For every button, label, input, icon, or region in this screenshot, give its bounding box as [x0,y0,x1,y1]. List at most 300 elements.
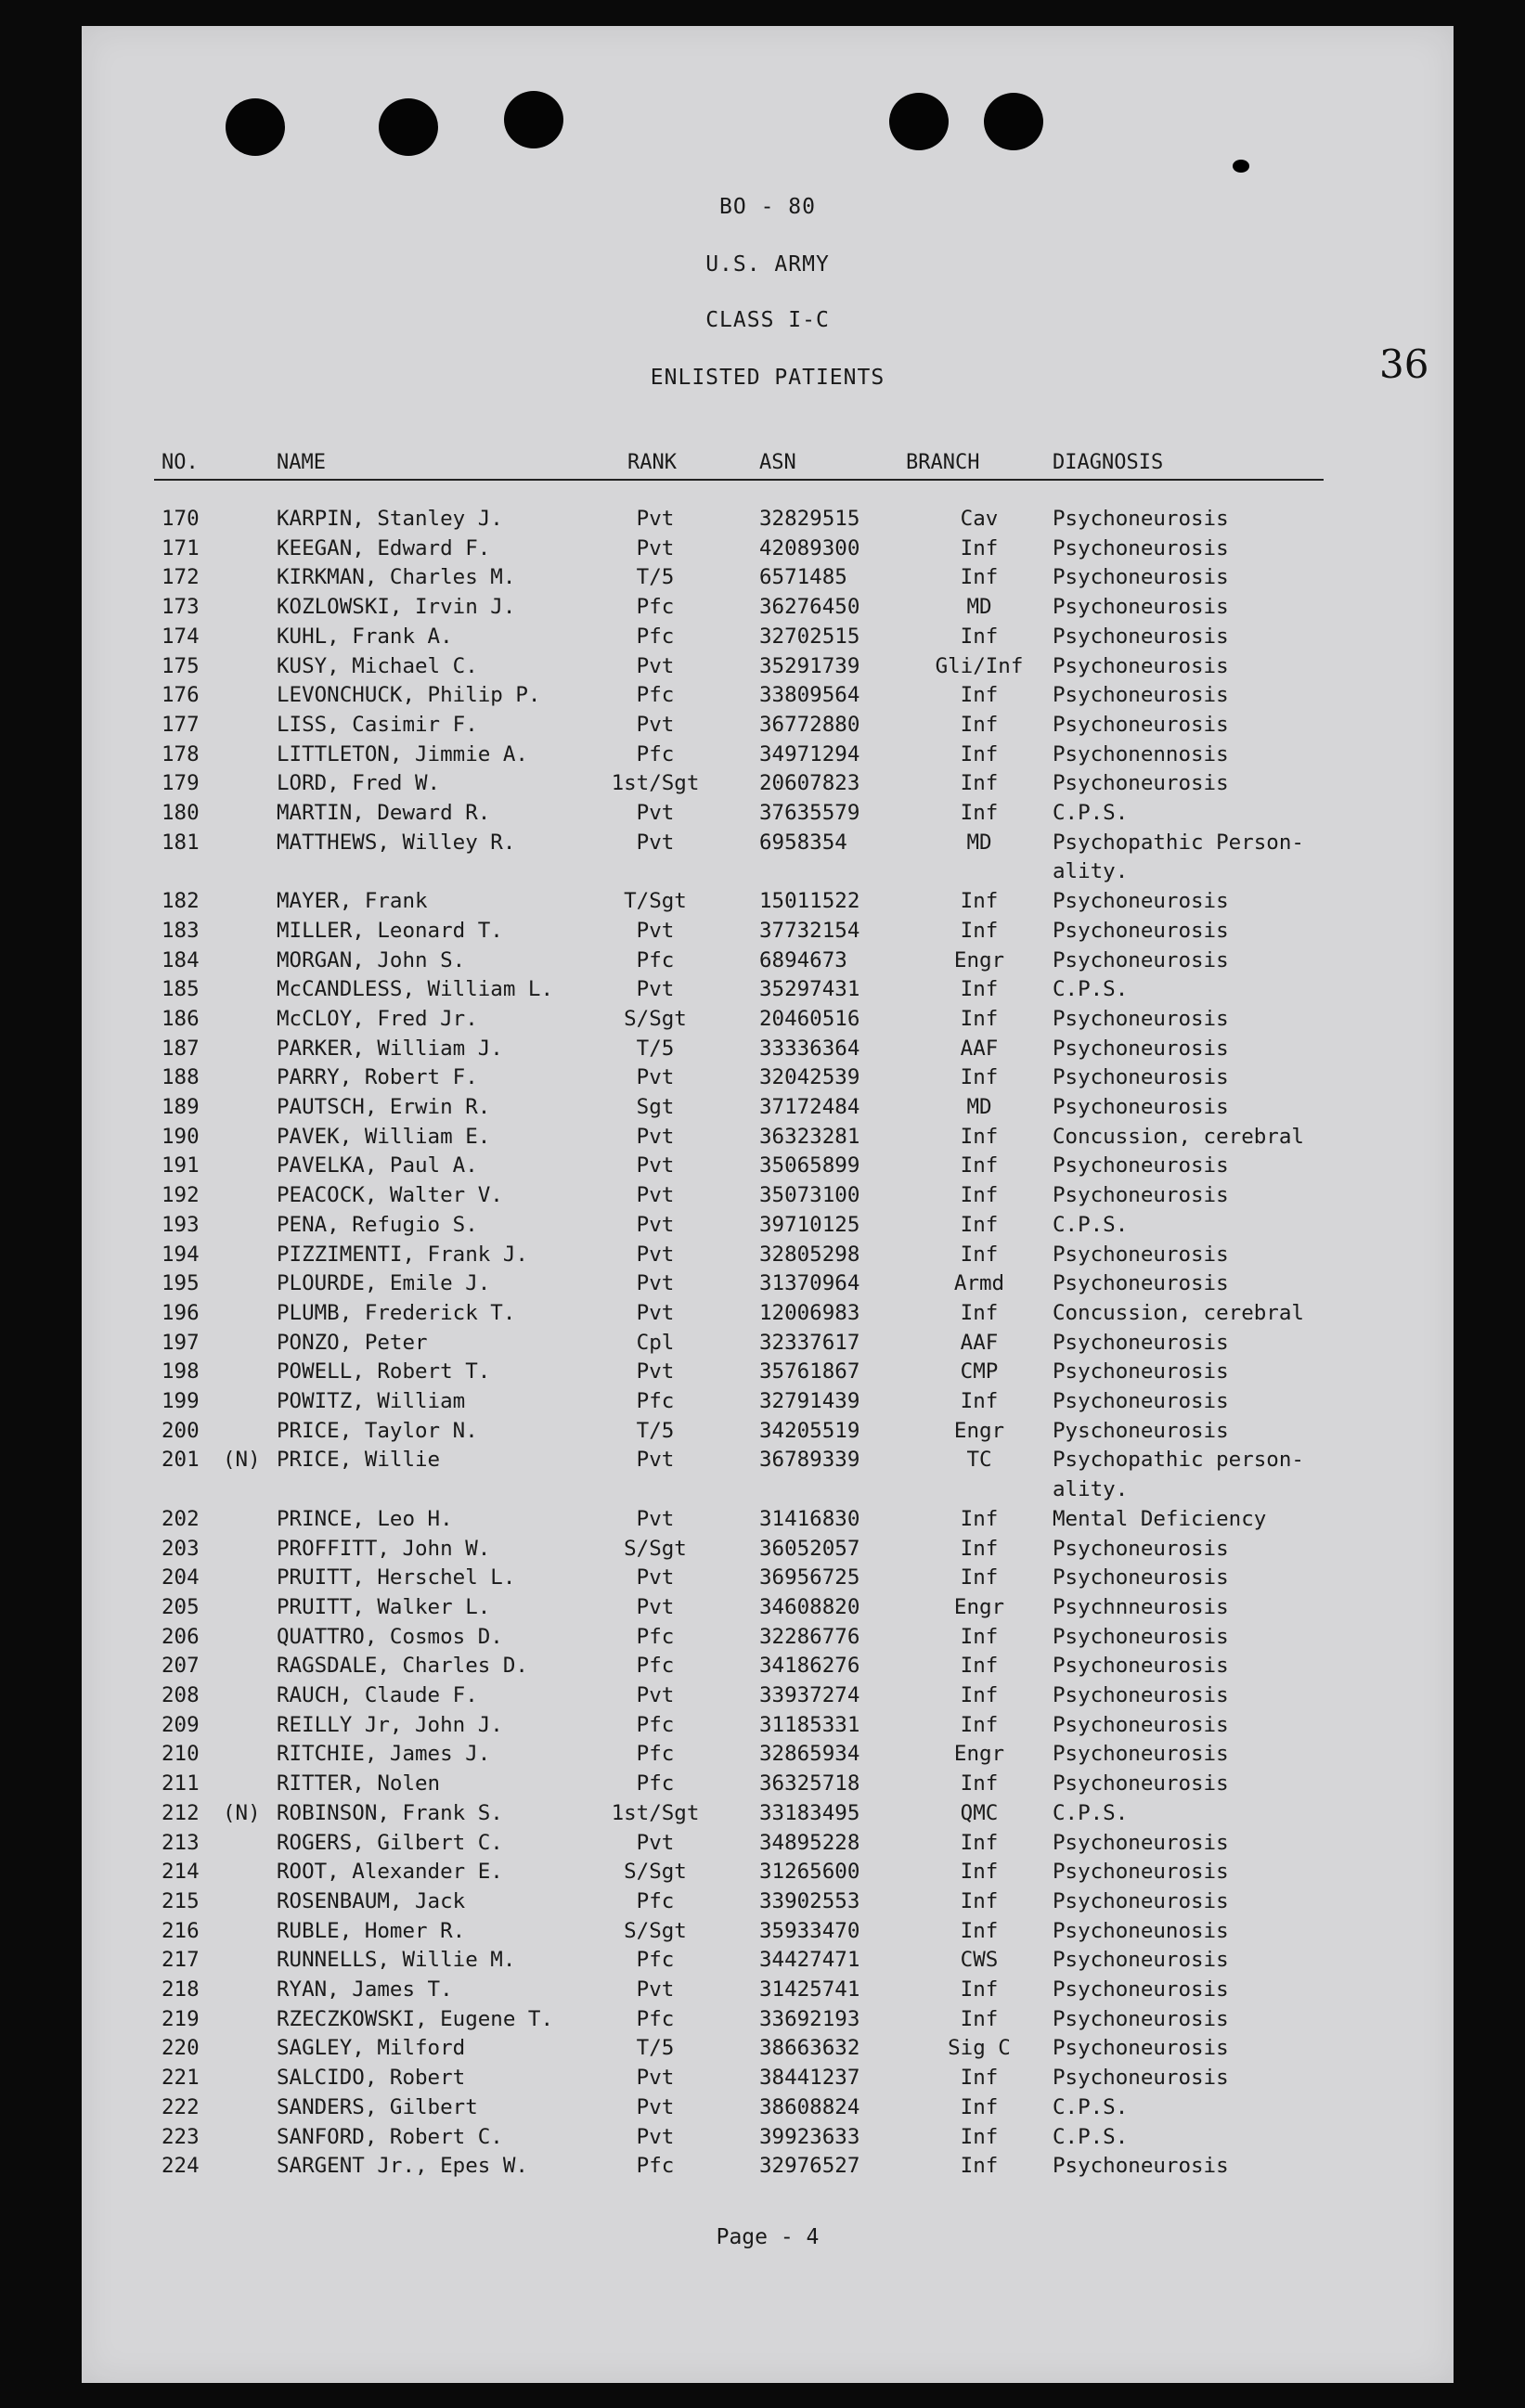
patient-branch: Inf [960,1300,999,1325]
patient-branch: TC [966,1448,992,1473]
table-row [82,1771,1454,1800]
punch-hole [504,91,563,148]
column-header-asn: ASN [759,451,796,474]
table-row [82,1537,1454,1565]
patient-name: McCLOY, Fred Jr. [277,1006,478,1031]
patient-rank: Pvt [636,918,675,943]
patient-name: MATTHEWS, Willey R. [277,830,516,855]
row-number: 183 [162,918,200,943]
patient-asn: 35065899 [759,1153,860,1178]
ink-speck [1233,160,1249,173]
patient-rank: Pvt [636,535,675,560]
table-row [82,654,1454,683]
page-footer: Page - 4 [716,2225,820,2249]
row-number: 194 [162,1242,200,1267]
patient-asn: 33902553 [759,1888,860,1913]
table-row [82,1654,1454,1682]
row-number: 180 [162,801,200,825]
patient-diagnosis: Concussion, cerebral [1053,1300,1304,1325]
table-row [82,1889,1454,1918]
patient-rank: Pvt [636,1212,675,1237]
row-number: 170 [162,507,200,531]
row-number: 199 [162,1389,200,1413]
table-row [82,2066,1454,2094]
patient-branch: Inf [960,1683,999,1707]
punch-hole [889,93,949,150]
patient-diagnosis: Psychoneurosis [1053,2006,1229,2031]
patient-diagnosis: Psychoneurosis [1053,1183,1229,1208]
row-number: 193 [162,1212,200,1237]
table-row [82,801,1454,830]
table-row [82,2036,1454,2065]
patient-rank: Pvt [636,1271,675,1296]
document-code: BO - 80 [719,195,816,219]
patient-asn: 37172484 [759,1095,860,1119]
row-number: 212 [162,1800,200,1825]
patient-name: MARTIN, Deward R. [277,801,491,825]
patient-branch: Inf [960,2094,999,2119]
table-row [82,831,1454,859]
table-row [82,977,1454,1006]
patient-branch: Inf [960,2006,999,2031]
patient-asn: 37635579 [759,801,860,825]
patient-branch: Inf [960,1860,999,1885]
patient-diagnosis: Psychoneurosis [1053,1624,1229,1649]
patient-rank: Pfc [636,683,675,708]
patient-branch: Inf [960,1888,999,1913]
patient-branch: Inf [960,1771,999,1796]
patient-asn: 31370964 [759,1271,860,1296]
patient-diagnosis: Psychoneurosis [1053,2154,1229,2179]
row-number: 181 [162,830,200,855]
patient-name: PEACOCK, Walter V. [277,1183,503,1208]
patient-branch: Inf [960,977,999,1002]
patient-name: PIZZIMENTI, Frank J. [277,1242,528,1267]
table-row [82,1037,1454,1065]
patient-branch: CWS [960,1948,999,1973]
row-mark: (N) [223,1448,261,1473]
row-number: 222 [162,2094,200,2119]
table-row [82,1125,1454,1153]
row-number: 189 [162,1095,200,1119]
row-number: 198 [162,1359,200,1384]
patient-asn: 38441237 [759,2066,860,2091]
row-number: 197 [162,1330,200,1355]
patient-branch: Inf [960,1712,999,1737]
patient-name: RUBLE, Homer R. [277,1918,466,1943]
table-row [82,1007,1454,1036]
patient-diagnosis: Psychoneurosis [1053,653,1229,678]
patient-name: LISS, Casimir F. [277,712,478,737]
row-mark: (N) [223,1800,261,1825]
diagnosis-continuation: ality. [1053,859,1129,884]
punch-hole [379,98,438,156]
patient-asn: 36789339 [759,1448,860,1473]
patient-asn: 34895228 [759,1830,860,1855]
row-number: 211 [162,1771,200,1796]
row-number: 216 [162,1918,200,1943]
table-row [82,2125,1454,2154]
table-row [82,1595,1454,1624]
patient-branch: Inf [960,2066,999,2091]
patient-name: MILLER, Leonard T. [277,918,503,943]
table-row [82,2095,1454,2124]
table-row [82,1683,1454,1712]
patient-name: PRINCE, Leo H. [277,1506,453,1531]
patient-diagnosis: Psychoneurosis [1053,1712,1229,1737]
patient-asn: 32337617 [759,1330,860,1355]
patient-rank: Pvt [636,2066,675,2091]
patient-rank: Pfc [636,1624,675,1649]
patient-name: QUATTRO, Cosmos D. [277,1624,503,1649]
patient-branch: Inf [960,1918,999,1943]
row-number: 173 [162,595,200,620]
patient-asn: 35073100 [759,1183,860,1208]
column-header-diagnosis: DIAGNOSIS [1053,451,1164,474]
table-row [82,565,1454,594]
patient-diagnosis: Psychoneurosis [1053,918,1229,943]
row-number: 210 [162,1742,200,1767]
patient-rank: Pfc [636,1948,675,1973]
patient-diagnosis: Psychoneurosis [1053,947,1229,972]
patient-diagnosis: Psychoneurosis [1053,1654,1229,1679]
patient-name: MORGAN, John S. [277,947,466,972]
table-row [82,1565,1454,1594]
patient-diagnosis: Pyschoneurosis [1053,1418,1229,1443]
patient-rank: Pvt [636,1594,675,1619]
patient-diagnosis: C.P.S. [1053,1800,1129,1825]
patient-asn: 34205519 [759,1418,860,1443]
patient-asn: 33336364 [759,1036,860,1061]
patient-diagnosis: Psychoneurosis [1053,1271,1229,1296]
patient-diagnosis: Psychoneurosis [1053,1888,1229,1913]
patient-rank: Pfc [636,741,675,766]
patient-branch: Inf [960,683,999,708]
row-number: 171 [162,535,200,560]
patient-asn: 20607823 [759,771,860,796]
patient-asn: 20460516 [759,1006,860,1031]
patient-asn: 38663632 [759,2036,860,2061]
patient-name: PLOURDE, Emile J. [277,1271,491,1296]
patient-rank: Pvt [636,830,675,855]
patient-rank: Pvt [636,1124,675,1149]
table-row [82,1359,1454,1388]
patient-rank: T/5 [636,2036,675,2061]
patient-diagnosis: Psychoneurosis [1053,1389,1229,1413]
page-title: ENLISTED PATIENTS [650,366,885,390]
table-row [82,1448,1454,1476]
row-number: 185 [162,977,200,1002]
patient-branch: Inf [960,1654,999,1679]
patient-rank: Pvt [636,712,675,737]
row-number: 214 [162,1860,200,1885]
row-number: 184 [162,947,200,972]
patient-branch: Sig C [948,2036,1011,2061]
patient-branch: Inf [960,1565,999,1590]
patient-rank: Pfc [636,1742,675,1767]
patient-rank: Pvt [636,2094,675,2119]
row-number: 176 [162,683,200,708]
patient-name: PARRY, Robert F. [277,1065,478,1090]
patient-asn: 36772880 [759,712,860,737]
patient-rank: Pvt [636,1242,675,1267]
patient-branch: Engr [953,947,1005,972]
patient-name: PRICE, Willie [277,1448,441,1473]
table-row [82,595,1454,624]
patient-name: KARPIN, Stanley J. [277,507,503,531]
patient-diagnosis: C.P.S. [1053,1212,1129,1237]
patient-diagnosis: Psychoneurosis [1053,1977,1229,2002]
table-row [82,1860,1454,1888]
table-row [82,507,1454,535]
table-row [82,1419,1454,1448]
patient-asn: 34971294 [759,741,860,766]
patient-diagnosis: Psychoneurosis [1053,771,1229,796]
table-row [82,1948,1454,1977]
row-number: 223 [162,2124,200,2149]
patient-rank: S/Sgt [624,1918,687,1943]
patient-name: POWELL, Robert T. [277,1359,491,1384]
row-number: 215 [162,1888,200,1913]
patient-rank: 1st/Sgt [611,1800,700,1825]
patient-name: PROFFITT, John W. [277,1536,491,1561]
patient-asn: 36276450 [759,595,860,620]
patient-diagnosis: Psychoneurosis [1053,1242,1229,1267]
row-number: 220 [162,2036,200,2061]
patient-name: PLUMB, Frederick T. [277,1300,516,1325]
patient-branch: QMC [960,1800,999,1825]
table-row [82,713,1454,741]
row-number: 205 [162,1594,200,1619]
patient-diagnosis: Psychopathic Person- [1053,830,1304,855]
patient-name: LITTLETON, Jimmie A. [277,741,528,766]
patient-branch: Inf [960,2124,999,2149]
patient-diagnosis: Mental Deficiency [1053,1506,1267,1531]
table-row [82,1507,1454,1536]
table-row [82,1389,1454,1418]
patient-name: MAYER, Frank [277,889,428,914]
patient-branch: Engr [953,1742,1005,1767]
patient-diagnosis: Psychoneurosis [1053,1860,1229,1885]
patient-diagnosis: Psychoneurosis [1053,1683,1229,1707]
patient-asn: 32829515 [759,507,860,531]
patient-asn: 32702515 [759,624,860,649]
row-number: 208 [162,1683,200,1707]
patient-name: KUSY, Michael C. [277,653,478,678]
patient-asn: 33937274 [759,1683,860,1707]
patient-asn: 33183495 [759,1800,860,1825]
row-number: 209 [162,1712,200,1737]
patient-rank: Pvt [636,507,675,531]
row-number: 217 [162,1948,200,1973]
table-row [82,1213,1454,1242]
patient-rank: Sgt [636,1095,675,1119]
patient-asn: 38608824 [759,2094,860,2119]
patient-diagnosis: Psychoneurosis [1053,1065,1229,1090]
patient-diagnosis: Psychoneurosis [1053,535,1229,560]
patient-asn: 36956725 [759,1565,860,1590]
patient-rank: Pfc [636,1389,675,1413]
table-row [82,948,1454,977]
patient-branch: Inf [960,1124,999,1149]
patient-branch: Inf [960,801,999,825]
patient-branch: Engr [953,1594,1005,1619]
patient-name: KEEGAN, Edward F. [277,535,491,560]
patient-name: RZECZKOWSKI, Eugene T. [277,2006,554,2031]
row-number: 201 [162,1448,200,1473]
patient-branch: Inf [960,1536,999,1561]
patient-asn: 35761867 [759,1359,860,1384]
table-row [82,536,1454,565]
patient-name: KIRKMAN, Charles M. [277,565,516,590]
row-number: 178 [162,741,200,766]
table-row [82,1713,1454,1742]
patient-rank: S/Sgt [624,1006,687,1031]
patient-rank: Pfc [636,2006,675,2031]
column-header-branch: BRANCH [906,451,980,474]
patient-rank: Pvt [636,1683,675,1707]
patient-rank: Pvt [636,653,675,678]
patient-asn: 34608820 [759,1594,860,1619]
table-row [82,771,1454,800]
patient-rank: Pfc [636,947,675,972]
patient-branch: Inf [960,1506,999,1531]
patient-asn: 32805298 [759,1242,860,1267]
patient-diagnosis: Psychoneurosis [1053,1359,1229,1384]
patient-diagnosis: Psychoneurosis [1053,1536,1229,1561]
patient-diagnosis: Psychoneurosis [1053,1948,1229,1973]
patient-name: SANDERS, Gilbert [277,2094,478,2119]
page-number: 36 [1379,341,1429,387]
table-row [82,625,1454,653]
patient-name: PAVELKA, Paul A. [277,1153,478,1178]
row-number: 213 [162,1830,200,1855]
patient-diagnosis: Psychoneurosis [1053,1036,1229,1061]
table-row [82,1301,1454,1330]
row-number: 224 [162,2154,200,2179]
patient-branch: Inf [960,1389,999,1413]
patient-asn: 34427471 [759,1948,860,1973]
patient-name: PENA, Refugio S. [277,1212,478,1237]
patient-diagnosis: C.P.S. [1053,977,1129,1002]
patient-diagnosis: Psychoneurosis [1053,683,1229,708]
row-number: 188 [162,1065,200,1090]
patient-asn: 33809564 [759,683,860,708]
table-row [82,1919,1454,1948]
table-row [82,1095,1454,1124]
column-header-rank: RANK [627,451,677,474]
patient-rank: Pfc [636,1888,675,1913]
patient-branch: Inf [960,889,999,914]
patient-name: SANFORD, Robert C. [277,2124,503,2149]
patient-branch: Inf [960,2154,999,2179]
column-header-no: NO. [162,451,199,474]
patient-branch: AAF [960,1330,999,1355]
patient-diagnosis: Psychoneunosis [1053,1918,1229,1943]
patient-asn: 39923633 [759,2124,860,2149]
table-row [82,889,1454,918]
row-number: 182 [162,889,200,914]
patient-asn: 33692193 [759,2006,860,2031]
table-row [82,1153,1454,1182]
patient-rank: Pvt [636,1065,675,1090]
patient-rank: Pvt [636,1506,675,1531]
class-label: CLASS I-C [705,308,830,332]
patient-asn: 34186276 [759,1654,860,1679]
patient-diagnosis: Psychoneurosis [1053,889,1229,914]
patient-branch: Inf [960,1183,999,1208]
patient-asn: 31265600 [759,1860,860,1885]
patient-branch: Inf [960,771,999,796]
patient-rank: S/Sgt [624,1860,687,1885]
patient-diagnosis: Psychoneurosis [1053,1742,1229,1767]
patient-asn: 35933470 [759,1918,860,1943]
patient-branch: Inf [960,1006,999,1031]
patient-rank: Pvt [636,2124,675,2149]
patient-name: ROBINSON, Frank S. [277,1800,503,1825]
agency-label: U.S. ARMY [705,252,830,277]
row-number: 177 [162,712,200,737]
punch-hole [226,98,285,156]
patient-asn: 35297431 [759,977,860,1002]
patient-rank: 1st/Sgt [611,771,700,796]
row-number: 218 [162,1977,200,2002]
patient-rank: Pvt [636,1300,675,1325]
patient-name: KUHL, Frank A. [277,624,453,649]
patient-branch: Inf [960,1624,999,1649]
patient-diagnosis: Psychoneurosis [1053,1830,1229,1855]
patient-asn: 37732154 [759,918,860,943]
row-number: 196 [162,1300,200,1325]
table-row [82,1742,1454,1771]
patient-branch: MD [966,1095,992,1119]
table-row [82,1977,1454,2006]
patient-diagnosis: Psychoneurosis [1053,2066,1229,2091]
row-number: 219 [162,2006,200,2031]
patient-name: RITTER, Nolen [277,1771,441,1796]
patient-rank: T/5 [636,1418,675,1443]
patient-diagnosis: Psychoneurosis [1053,2036,1229,2061]
patient-branch: MD [966,830,992,855]
punch-hole [984,93,1043,150]
patient-branch: CMP [960,1359,999,1384]
patient-name: PRUITT, Herschel L. [277,1565,516,1590]
patient-name: PRUITT, Walker L. [277,1594,491,1619]
patient-rank: Pfc [636,624,675,649]
patient-rank: T/5 [636,1036,675,1061]
patient-diagnosis: C.P.S. [1053,801,1129,825]
patient-diagnosis: Psychoneurosis [1053,595,1229,620]
patient-branch: Inf [960,1065,999,1090]
row-number: 192 [162,1183,200,1208]
patient-rank: Cpl [636,1330,675,1355]
patient-rank: Pvt [636,977,675,1002]
patient-name: McCANDLESS, William L. [277,977,554,1002]
patient-name: LORD, Fred W. [277,771,441,796]
patient-branch: Inf [960,918,999,943]
patient-name: REILLY Jr, John J. [277,1712,503,1737]
row-number: 186 [162,1006,200,1031]
patient-name: RAGSDALE, Charles D. [277,1654,528,1679]
patient-asn: 31425741 [759,1977,860,2002]
row-number: 179 [162,771,200,796]
patient-name: ROOT, Alexander E. [277,1860,503,1885]
patient-diagnosis: Psychoneurosis [1053,1006,1229,1031]
patient-rank: Pvt [636,1153,675,1178]
patient-asn: 6571485 [759,565,847,590]
patient-diagnosis: Psychnneurosis [1053,1594,1229,1619]
patient-name: PAUTSCH, Erwin R. [277,1095,491,1119]
